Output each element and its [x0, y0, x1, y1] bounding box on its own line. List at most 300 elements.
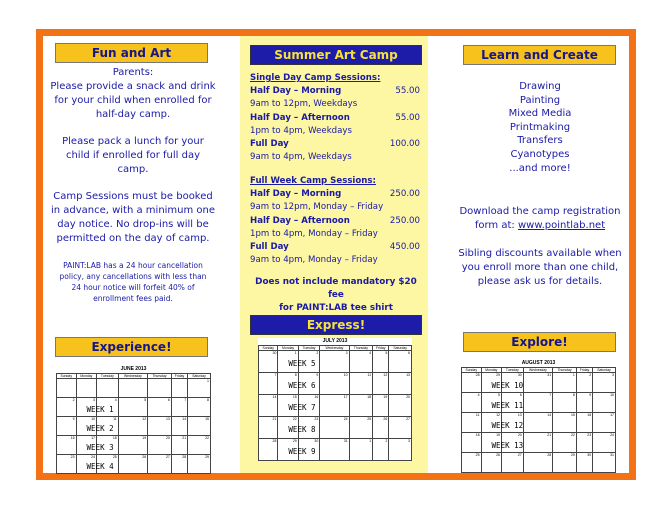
day-number: 29	[292, 439, 297, 443]
day-number: 30	[587, 453, 592, 457]
activity-item: Printmaking	[509, 121, 571, 133]
session-price: 100.00	[389, 139, 420, 150]
day-number: 13	[517, 413, 522, 417]
day-number: 9	[589, 393, 592, 397]
calendar-day-cell	[593, 393, 616, 413]
calendar-day-cell	[57, 417, 77, 436]
explore-header-text: Explore!	[511, 335, 568, 349]
day-number: 3	[93, 398, 95, 402]
session-price: 450.00	[389, 242, 420, 253]
calendar-day-cell	[389, 417, 412, 439]
day-number: 29	[570, 453, 575, 457]
day-number: 4	[369, 351, 372, 355]
day-number: 29	[496, 373, 500, 377]
calendar-day-cell	[373, 395, 389, 417]
calendar-title: AUGUST 2013	[521, 360, 556, 366]
day-number: 7	[549, 393, 552, 397]
calendar-week-row	[462, 413, 616, 433]
calendar-day-cell	[188, 417, 211, 436]
day-number: 5	[498, 393, 500, 397]
calendar-day-cell	[553, 453, 577, 473]
day-number: 29	[205, 455, 209, 459]
day-number: 6	[167, 398, 170, 402]
calendar-day-cell	[502, 453, 524, 473]
calendar-title: JULY 2013	[322, 338, 348, 344]
day-number: 12	[383, 373, 388, 377]
calendar-week-row	[259, 395, 412, 417]
calendar-day-cell	[593, 413, 616, 433]
calendar-day-cell	[523, 373, 552, 393]
activity-item: Cyanotypes	[510, 148, 570, 160]
day-number: 17	[91, 436, 95, 440]
website-link[interactable]: www.pointlab.net	[517, 220, 606, 231]
calendar-day-cell	[523, 413, 552, 433]
weekday-label: Saturday	[188, 374, 211, 379]
session-row	[250, 138, 420, 151]
activities-list	[460, 80, 620, 175]
calendar-day-cell	[97, 455, 119, 474]
calendar-day-cell	[349, 395, 373, 417]
day-number: 2	[385, 439, 388, 443]
calendar-day-cell	[118, 436, 147, 455]
day-number: 31	[610, 453, 614, 457]
calendar-week-row	[57, 379, 211, 398]
discount-note	[454, 247, 626, 289]
summer-camp-header-text: Summer Art Camp	[274, 48, 398, 62]
text-line: child if enrolled for full day	[65, 150, 201, 161]
calendar-day-cell	[553, 393, 577, 413]
calendar-day-cell	[118, 455, 147, 474]
day-number: 18	[475, 433, 480, 437]
calendar-day-cell	[76, 455, 114, 474]
week-label: WEEK 10	[491, 381, 524, 390]
calendar-day-cell	[481, 413, 524, 433]
text-line: half-day camp.	[95, 109, 171, 120]
calendar-day-cell	[481, 393, 524, 413]
activity-item: ...and more!	[509, 162, 571, 174]
calendar-day-cell	[188, 379, 211, 398]
text-line: Please pack a lunch for your	[62, 136, 204, 147]
day-number: 25	[475, 453, 480, 457]
right-header-text: Learn and Create	[481, 48, 598, 62]
day-number: 15	[292, 395, 297, 399]
day-number: 16	[587, 413, 592, 417]
calendar-day-cell	[298, 351, 320, 373]
calendar-week-row	[462, 453, 616, 473]
session-name: Full Day	[250, 242, 289, 253]
session-name: Half Day – Afternoon	[250, 215, 350, 226]
day-number: 12	[142, 417, 147, 421]
calendar-day-cell	[188, 436, 211, 455]
calendar-day-cell	[576, 453, 592, 473]
calendar-day-cell	[148, 417, 172, 436]
single-day-title: Single Day Camp Sessions:	[250, 73, 381, 83]
day-number: 24	[610, 433, 614, 437]
calendar-day-cell	[502, 373, 524, 393]
day-number: 16	[70, 436, 75, 440]
session-time: 9am to 12pm, Monday – Friday	[250, 202, 384, 213]
calendar-day-cell	[259, 417, 278, 439]
calendar-day-cell	[188, 455, 211, 474]
booking-note	[48, 190, 218, 246]
day-number: 26	[383, 417, 388, 421]
calendar-day-cell	[118, 379, 147, 398]
session-name: Half Day – Afternoon	[250, 112, 350, 123]
day-number: 10	[610, 393, 614, 397]
day-number: 30	[272, 351, 277, 355]
day-number: 21	[182, 436, 187, 440]
calendar-week-row	[259, 351, 412, 373]
calendar-day-cell	[57, 436, 77, 455]
day-number: 11	[367, 373, 372, 377]
day-number: 7	[274, 373, 277, 377]
text-line: camp.	[117, 164, 149, 175]
calendar-day-cell	[462, 433, 482, 453]
calendar-day-cell	[298, 395, 320, 417]
weekday-label: Wednesday	[320, 346, 349, 351]
day-number: 1	[369, 439, 372, 443]
day-number: 1	[207, 379, 209, 383]
cancellation-policy	[46, 260, 220, 304]
calendar-day-cell	[373, 373, 389, 395]
day-number: 31	[547, 373, 552, 377]
calendar-day-cell	[188, 398, 211, 417]
calendar-day-cell	[389, 439, 412, 461]
calendar-day-cell	[278, 351, 316, 373]
calendar-grid	[258, 345, 412, 461]
day-number: 10	[91, 417, 95, 421]
calendar-day-cell	[259, 395, 278, 417]
calendar-week-row	[57, 455, 211, 474]
calendar-grid	[56, 373, 211, 474]
calendar-day-cell	[576, 373, 592, 393]
session-row	[250, 215, 420, 228]
weekday-label: Tuesday	[97, 374, 119, 379]
weekday-label: Saturday	[593, 368, 616, 373]
calendar-day-cell	[57, 455, 77, 474]
day-number: 12	[496, 413, 500, 417]
calendar-day-cell	[553, 373, 577, 393]
weekday-label: Monday	[76, 374, 96, 379]
day-number: 4	[114, 398, 117, 402]
calendar-week-row	[259, 439, 412, 461]
week-label: WEEK 6	[288, 381, 316, 390]
calendar-week-row	[462, 433, 616, 453]
calendar-day-cell	[349, 373, 373, 395]
text-line: for your child when enrolled for	[54, 95, 212, 106]
day-number: 2	[72, 398, 75, 402]
session-name: Half Day – Morning	[250, 86, 342, 97]
week-label: WEEK 12	[491, 421, 524, 430]
day-number: 3	[612, 373, 614, 377]
day-number: 4	[477, 393, 480, 397]
calendar-week-row	[259, 373, 412, 395]
calendar-day-cell	[593, 453, 616, 473]
text-line: Camp Sessions must be booked	[53, 191, 213, 202]
week-label: WEEK 5	[288, 359, 316, 368]
weekday-label: Tuesday	[298, 346, 320, 351]
text-line: policy, any cancellations with less than	[59, 272, 207, 281]
lunch-note	[48, 135, 218, 177]
session-row	[250, 112, 420, 125]
text-line: PAINT:LAB has a 24 hour cancellation	[63, 261, 203, 270]
day-number: 2	[316, 351, 319, 355]
weekday-label: Sunday	[462, 368, 482, 373]
calendar-day-cell	[76, 379, 96, 398]
calendar-day-cell	[576, 433, 592, 453]
full-week-sessions	[250, 175, 420, 267]
calendar-day-cell	[373, 439, 389, 461]
calendar-day-cell	[553, 433, 577, 453]
calendar-day-cell	[502, 393, 524, 413]
text-line: Download the camp registration	[459, 206, 621, 217]
day-number: 11	[475, 413, 480, 417]
calendar-week-row	[57, 398, 211, 417]
day-number: 14	[272, 395, 277, 399]
session-time: 1pm to 4pm, Weekdays	[250, 125, 352, 136]
calendar-day-cell	[502, 433, 524, 453]
calendar-day-cell	[349, 351, 373, 373]
calendar-week-row	[57, 417, 211, 436]
calendar-day-cell	[171, 379, 187, 398]
weekday-label: Tuesday	[502, 368, 524, 373]
day-number: 28	[475, 373, 480, 377]
calendar-day-cell	[462, 453, 482, 473]
july-calendar	[258, 338, 412, 461]
calendar-day-cell	[462, 373, 482, 393]
week-label: WEEK 4	[86, 462, 114, 471]
calendar-day-cell	[57, 379, 77, 398]
activity-item: Transfers	[517, 135, 563, 147]
day-number: 11	[113, 417, 117, 421]
calendar-day-cell	[76, 417, 114, 436]
day-number: 30	[314, 439, 319, 443]
calendar-day-cell	[57, 398, 77, 417]
day-number: 19	[142, 436, 147, 440]
day-number: 21	[272, 417, 277, 421]
week-label: WEEK 11	[491, 401, 524, 410]
weekday-label: Friday	[171, 374, 187, 379]
explore-header	[463, 332, 616, 352]
text-line: for PAINT:LAB tee shirt	[279, 303, 393, 313]
parents-note	[48, 66, 218, 122]
text-line: Sibling discounts available when	[458, 248, 622, 259]
august-calendar	[461, 360, 616, 473]
session-price: 250.00	[389, 215, 420, 226]
calendar-title: JUNE 2013	[120, 366, 147, 372]
calendar-day-cell	[171, 436, 187, 455]
day-number: 8	[294, 373, 297, 377]
calendar-day-cell	[502, 413, 524, 433]
left-header	[55, 43, 208, 63]
calendar-day-cell	[462, 413, 482, 433]
day-number: 27	[517, 453, 522, 457]
calendar-day-cell	[320, 351, 349, 373]
calendar-day-cell	[593, 433, 616, 453]
calendar-day-cell	[97, 436, 119, 455]
day-number: 24	[343, 417, 348, 421]
text-line: enrollment fees paid.	[93, 294, 173, 303]
calendar-week-row	[462, 393, 616, 413]
weekday-label: Thursday	[148, 374, 172, 379]
calendar-day-cell	[278, 439, 316, 461]
calendar-day-cell	[259, 373, 278, 395]
calendar-day-cell	[97, 417, 119, 436]
day-number: 9	[72, 417, 75, 421]
calendar-day-cell	[76, 436, 114, 455]
calendar-week-row	[57, 436, 211, 455]
day-number: 8	[572, 393, 575, 397]
calendar-day-cell	[593, 373, 616, 393]
text-line: you enroll more than one child,	[461, 262, 619, 273]
single-day-sessions	[250, 72, 420, 164]
express-header-text: Express!	[306, 318, 366, 332]
day-number: 31	[343, 439, 348, 443]
text-line: please ask us for details.	[477, 276, 603, 287]
tee-shirt-note	[246, 276, 426, 315]
weekday-label: Sunday	[57, 374, 77, 379]
text-line: in advance, with a minimum one	[50, 205, 216, 216]
session-name: Half Day – Morning	[250, 189, 342, 200]
week-label: WEEK 7	[288, 403, 316, 412]
calendar-day-cell	[389, 395, 412, 417]
calendar-day-cell	[298, 439, 320, 461]
day-number: 17	[610, 413, 614, 417]
calendar-day-cell	[349, 417, 373, 439]
calendar-day-cell	[389, 351, 412, 373]
day-number: 23	[314, 417, 319, 421]
calendar-day-cell	[76, 398, 114, 417]
calendar-day-cell	[298, 417, 320, 439]
calendar-day-cell	[481, 433, 524, 453]
text-line: day notice. No drop-ins will be	[57, 219, 209, 230]
calendar-day-cell	[97, 398, 119, 417]
left-header-text: Fun and Art	[91, 46, 172, 60]
day-number: 20	[165, 436, 170, 440]
day-number: 3	[345, 351, 348, 355]
session-price: 55.00	[395, 112, 420, 123]
day-number: 27	[406, 417, 410, 421]
day-number: 28	[272, 439, 277, 443]
download-note	[454, 205, 626, 233]
right-header	[463, 45, 616, 65]
calendar-day-cell	[118, 417, 147, 436]
day-number: 2	[589, 373, 592, 377]
day-number: 5	[144, 398, 147, 402]
day-number: 7	[184, 398, 187, 402]
weekday-label: Sunday	[259, 346, 278, 351]
calendar-day-cell	[523, 393, 552, 413]
day-number: 5	[385, 351, 388, 355]
weekday-label: Thursday	[349, 346, 373, 351]
calendar-day-cell	[278, 373, 316, 395]
weekday-label: Thursday	[553, 368, 577, 373]
day-number: 27	[165, 455, 170, 459]
weekday-label: Monday	[278, 346, 298, 351]
session-time: 1pm to 4pm, Monday – Friday	[250, 228, 378, 239]
day-number: 1	[294, 351, 297, 355]
day-number: 28	[182, 455, 187, 459]
week-label: WEEK 3	[86, 443, 114, 452]
session-time: 9am to 4pm, Monday – Friday	[250, 255, 378, 266]
text-line: permitted on the day of camp.	[56, 233, 210, 244]
day-number: 23	[587, 433, 592, 437]
day-number: 20	[517, 433, 522, 437]
day-number: 6	[519, 393, 522, 397]
day-number: 30	[517, 373, 522, 377]
calendar-day-cell	[320, 395, 349, 417]
experience-header-text: Experience!	[91, 340, 172, 354]
calendar-day-cell	[148, 398, 172, 417]
summer-camp-header	[250, 45, 422, 65]
weekday-label: Friday	[373, 346, 389, 351]
day-number: 21	[547, 433, 552, 437]
day-number: 18	[367, 395, 372, 399]
calendar-day-cell	[320, 373, 349, 395]
day-number: 8	[207, 398, 209, 402]
calendar-day-cell	[148, 436, 172, 455]
weekday-label: Saturday	[389, 346, 412, 351]
day-number: 22	[292, 417, 297, 421]
day-number: 19	[383, 395, 388, 399]
text-line: form at:	[474, 220, 515, 231]
calendar-day-cell	[523, 453, 552, 473]
day-number: 24	[91, 455, 95, 459]
text-line: Does not include mandatory $20 fee	[255, 277, 417, 300]
calendar-day-cell	[171, 417, 187, 436]
calendar-day-cell	[373, 417, 389, 439]
full-week-title: Full Week Camp Sessions:	[250, 176, 376, 186]
weekday-label: Wednesday	[523, 368, 552, 373]
calendar-day-cell	[118, 398, 147, 417]
calendar-day-cell	[259, 351, 278, 373]
text-line: 24 hour notice will forfeit 40% of	[71, 283, 195, 292]
calendar-day-cell	[278, 417, 316, 439]
calendar-day-cell	[462, 393, 482, 413]
day-number: 14	[547, 413, 552, 417]
calendar-day-cell	[278, 395, 316, 417]
calendar-week-row	[462, 373, 616, 393]
calendar-day-cell	[523, 433, 552, 453]
day-number: 15	[570, 413, 575, 417]
day-number: 9	[316, 373, 319, 377]
day-number: 26	[142, 455, 147, 459]
session-row	[250, 241, 420, 254]
day-number: 13	[165, 417, 170, 421]
session-time: 9am to 4pm, Weekdays	[250, 152, 352, 163]
text-line: Parents:	[112, 67, 154, 78]
day-number: 26	[496, 453, 500, 457]
day-number: 22	[570, 433, 575, 437]
day-number: 17	[343, 395, 348, 399]
day-number: 1	[572, 373, 575, 377]
week-label: WEEK 8	[288, 425, 316, 434]
week-label: WEEK 1	[86, 405, 114, 414]
weekday-label: Monday	[481, 368, 501, 373]
day-number: 10	[343, 373, 348, 377]
calendar-day-cell	[576, 393, 592, 413]
session-row	[250, 188, 420, 201]
calendar-day-cell	[373, 351, 389, 373]
calendar-day-cell	[171, 455, 187, 474]
calendar-day-cell	[298, 373, 320, 395]
text-line: Please provide a snack and drink	[50, 81, 216, 92]
week-label: WEEK 13	[491, 441, 524, 450]
day-number: 23	[70, 455, 75, 459]
week-label: WEEK 9	[288, 447, 316, 456]
calendar-week-row	[259, 417, 412, 439]
activity-item: Painting	[519, 94, 561, 106]
